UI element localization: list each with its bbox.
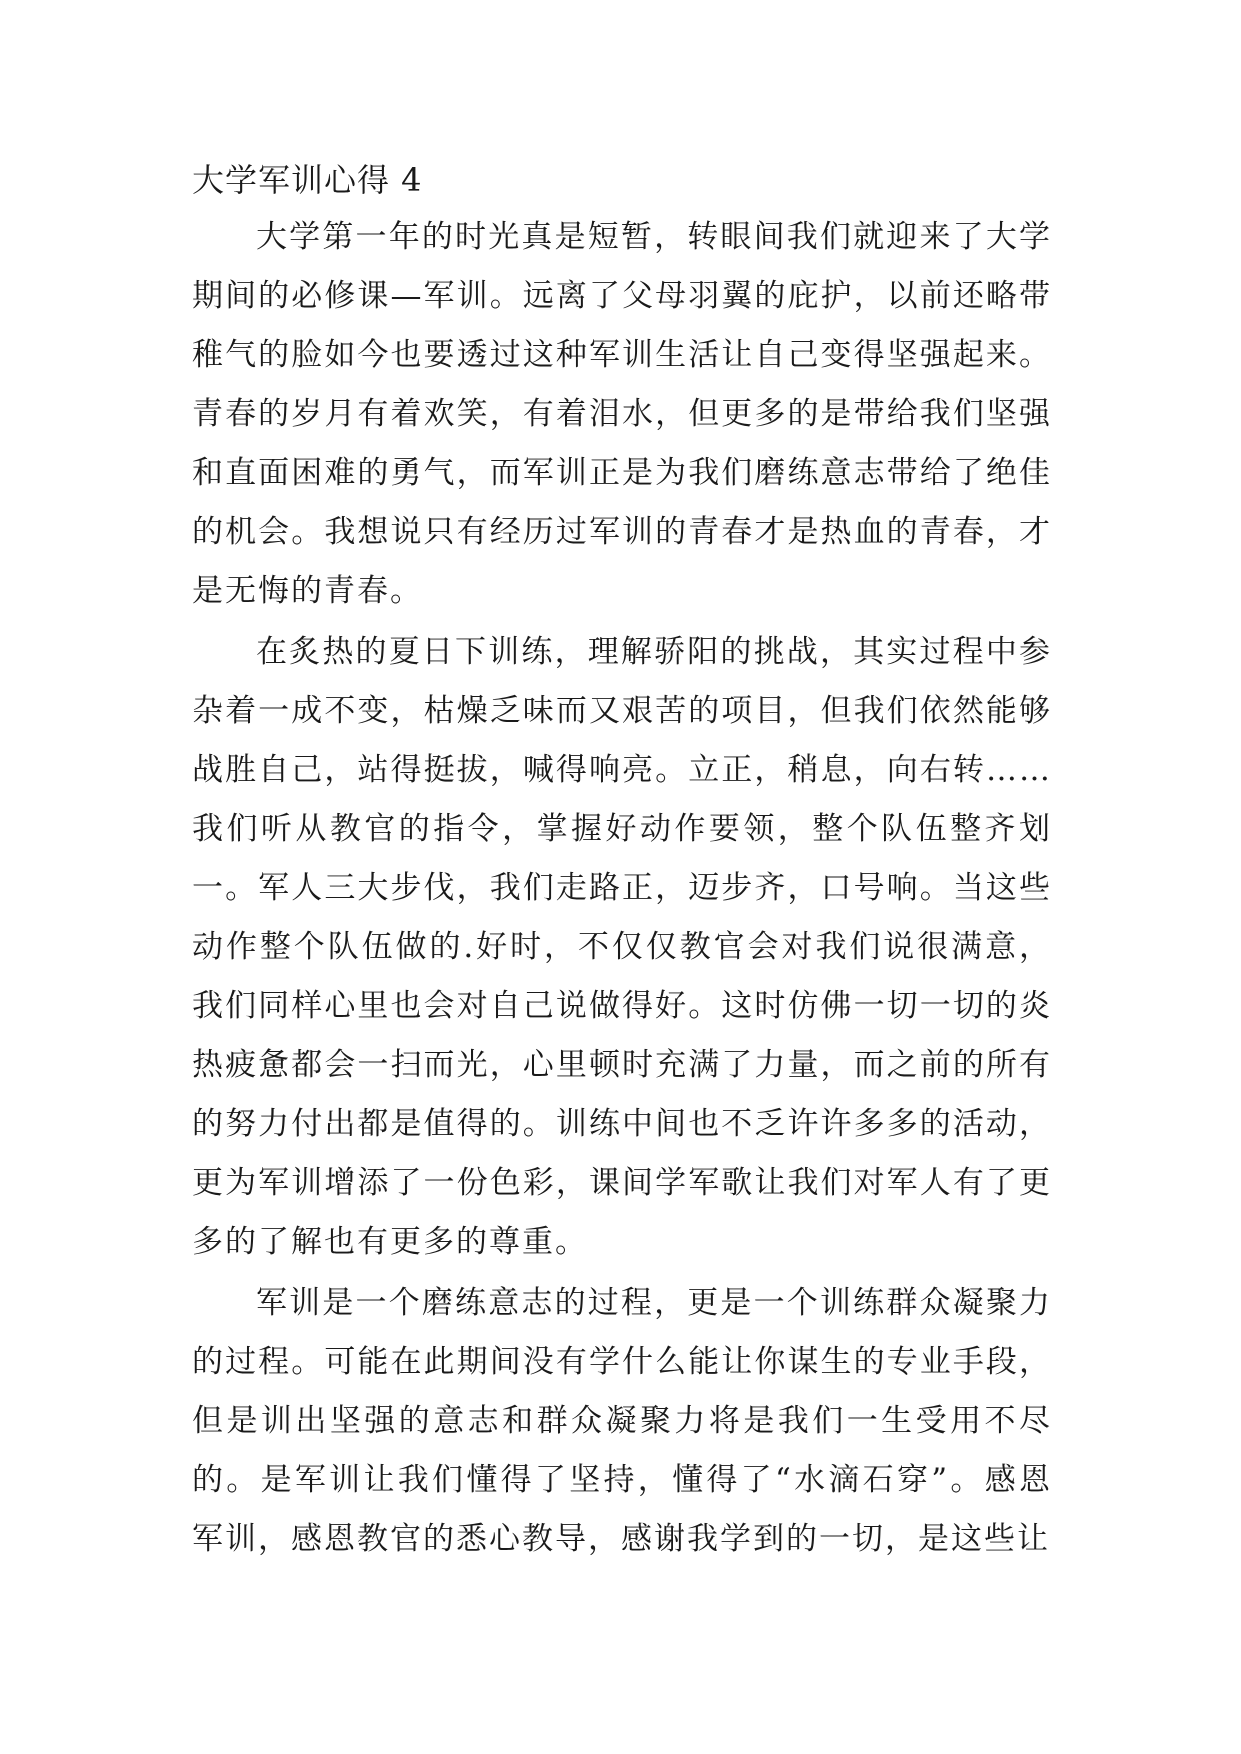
- paragraph-2: 在炙热的夏日下训练，理解骄阳的挑战，其实过程中参杂着一成不变，枯燥乏味而又艰苦的项目，但我们依然能够战胜自己，站得挺拔，喊得响亮。立正，稍息，向右转……我们听从教官的指令，掌握好动作要领，整个队伍整齐划一。军人三大步伐，我们走路正，迈步齐，口号响。当这些动作整个队伍做的.好时，不仅仅教官会对我们说很满意，我们同样心里也会对自己说做得好。这时仿佛一切一切的炎热疲惫都会一扫而光，心里顿时充满了力量，而之前的所有的努力付出都是值得的。训练中间也不乏许许多多的活动，更为军训增添了一份色彩，课间学军歌让我们对军人有了更多的了解也有更多的尊重。: [192, 634, 1052, 1260]
- paragraph-3: 军训是一个磨练意志的过程，更是一个训练群众凝聚力的过程。可能在此期间没有学什么能让你谋生的专业手段，但是训出坚强的意志和群众凝聚力将是我们一生受用不尽的。是军训让我们懂得了坚持，懂得了“水滴石穿”。感恩军训，感恩教官的悉心教导，感谢我学到的一切，是这些让: [192, 1285, 1052, 1557]
- paragraph-1: 大学第一年的时光真是短暂，转眼间我们就迎来了大学期间的必修课—军训。远离了父母羽翼的庇护，以前还略带稚气的脸如今也要透过这种军训生活让自己变得坚强起来。青春的岁月有着欢笑，有着泪水，但更多的是带给我们坚强和直面困难的勇气，而军训正是为我们磨练意志带给了绝佳的机会。我想说只有经历过军训的青春才是热血的青春，才是无悔的青春。: [192, 219, 1052, 609]
- document-title: 大学军训心得 4: [192, 161, 423, 199]
- document-page: [192, 158, 1052, 1571]
